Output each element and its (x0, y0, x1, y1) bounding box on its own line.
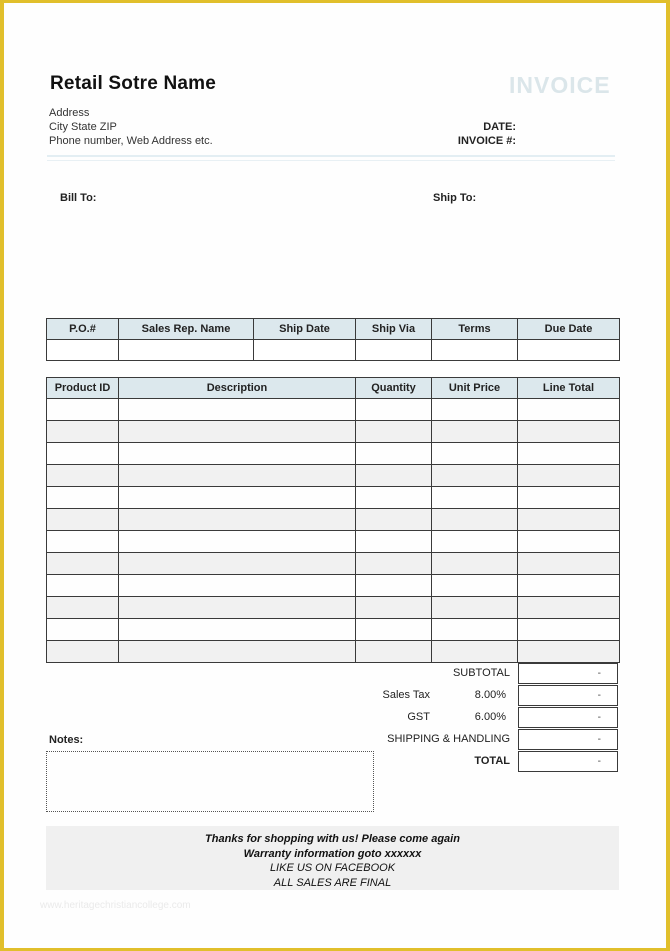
line-total-cell[interactable] (518, 443, 620, 465)
unit-price-cell[interactable] (432, 597, 518, 619)
line-items-table (46, 377, 620, 663)
sales-tax-value[interactable]: - (518, 685, 618, 706)
unit-price-cell[interactable] (432, 641, 518, 663)
product-id-cell[interactable] (47, 553, 119, 575)
unit-price-cell[interactable] (432, 575, 518, 597)
invoice-page (4, 3, 666, 948)
description-cell[interactable] (119, 399, 356, 421)
table-row (47, 553, 620, 575)
table-row (47, 597, 620, 619)
line-total-cell[interactable] (518, 487, 620, 509)
ship-to-label: Ship To: (433, 192, 477, 204)
table-row (47, 465, 620, 487)
description-cell[interactable] (119, 421, 356, 443)
line-total-cell[interactable] (518, 399, 620, 421)
table-row (47, 399, 620, 421)
total-label: TOTAL (474, 755, 510, 767)
table-row (47, 421, 620, 443)
gst-rate[interactable]: 6.00% (474, 711, 506, 723)
line-total-cell[interactable] (518, 553, 620, 575)
unit-price-cell[interactable] (432, 509, 518, 531)
quantity-cell[interactable] (356, 399, 432, 421)
ship-via-cell[interactable] (356, 340, 432, 361)
table-row (47, 509, 620, 531)
date-label: DATE: (483, 121, 516, 133)
ship-date-header: Ship Date (254, 319, 356, 340)
quantity-cell[interactable] (356, 421, 432, 443)
description-cell[interactable] (119, 553, 356, 575)
quantity-cell[interactable] (356, 487, 432, 509)
description-cell[interactable] (119, 509, 356, 531)
subtotal-value[interactable]: - (518, 663, 618, 684)
ship-date-cell[interactable] (254, 340, 356, 361)
product-id-cell[interactable] (47, 531, 119, 553)
unit-price-cell[interactable] (432, 399, 518, 421)
po-number-header: P.O.# (47, 319, 119, 340)
product-id-cell[interactable] (47, 641, 119, 663)
description-cell[interactable] (119, 641, 356, 663)
store-name: Retail Sotre Name (50, 73, 217, 94)
table-row (47, 575, 620, 597)
footer-warranty: Warranty information goto xxxxxx (243, 847, 422, 860)
table-row (47, 619, 620, 641)
total-value[interactable]: - (518, 751, 618, 772)
unit-price-cell[interactable] (432, 465, 518, 487)
product-id-cell[interactable] (47, 465, 119, 487)
due-date-cell[interactable] (518, 340, 620, 361)
product-id-cell[interactable] (47, 619, 119, 641)
po-number-cell[interactable] (47, 340, 119, 361)
city-state-zip: City State ZIP (49, 121, 117, 133)
product-id-cell[interactable] (47, 509, 119, 531)
table-row (47, 487, 620, 509)
line-total-cell[interactable] (518, 641, 620, 663)
quantity-cell[interactable] (356, 575, 432, 597)
address-line: Address (49, 107, 90, 119)
description-cell[interactable] (119, 465, 356, 487)
watermark: www.heritagechristiancollege.com (40, 900, 191, 911)
notes-label: Notes: (49, 734, 84, 746)
quantity-cell[interactable] (356, 509, 432, 531)
unit-price-header: Unit Price (432, 378, 518, 399)
description-header: Description (119, 378, 356, 399)
quantity-cell[interactable] (356, 597, 432, 619)
description-cell[interactable] (119, 487, 356, 509)
line-total-cell[interactable] (518, 597, 620, 619)
table-row (47, 443, 620, 465)
quantity-cell[interactable] (356, 619, 432, 641)
sales-tax-rate[interactable]: 8.00% (474, 689, 506, 701)
description-cell[interactable] (119, 443, 356, 465)
notes-field[interactable] (46, 751, 374, 812)
ship-via-header: Ship Via (356, 319, 432, 340)
product-id-cell[interactable] (47, 597, 119, 619)
unit-price-cell[interactable] (432, 619, 518, 641)
bill-to-label: Bill To: (60, 192, 97, 204)
line-total-cell[interactable] (518, 421, 620, 443)
quantity-cell[interactable] (356, 641, 432, 663)
footer-thanks: Thanks for shopping with us! Please come again (205, 833, 460, 845)
sales-rep-cell[interactable] (119, 340, 254, 361)
quantity-cell[interactable] (356, 443, 432, 465)
invoice-number-label: INVOICE #: (457, 135, 516, 147)
table-row (47, 641, 620, 663)
description-cell[interactable] (119, 531, 356, 553)
order-info-table (46, 318, 620, 361)
header-divider (47, 155, 615, 157)
unit-price-cell[interactable] (432, 531, 518, 553)
table-row (47, 531, 620, 553)
quantity-header: Quantity (356, 378, 432, 399)
line-total-cell[interactable] (518, 531, 620, 553)
unit-price-cell[interactable] (432, 443, 518, 465)
product-id-cell[interactable] (47, 421, 119, 443)
terms-header: Terms (432, 319, 518, 340)
due-date-header: Due Date (518, 319, 620, 340)
shipping-handling-value[interactable]: - (518, 729, 618, 750)
sales-tax-label: Sales Tax (382, 689, 430, 701)
gst-label: GST (407, 711, 430, 723)
quantity-cell[interactable] (356, 465, 432, 487)
description-cell[interactable] (119, 575, 356, 597)
product-id-cell[interactable] (47, 487, 119, 509)
line-total-header: Line Total (518, 378, 620, 399)
line-total-cell[interactable] (518, 619, 620, 641)
line-total-cell[interactable] (518, 575, 620, 597)
product-id-cell[interactable] (47, 399, 119, 421)
unit-price-cell[interactable] (432, 487, 518, 509)
unit-price-cell[interactable] (432, 553, 518, 575)
quantity-cell[interactable] (356, 531, 432, 553)
header-divider-2 (47, 160, 615, 161)
product-id-header: Product ID (47, 378, 119, 399)
product-id-cell[interactable] (47, 575, 119, 597)
footer-sales-final: ALL SALES ARE FINAL (273, 876, 392, 889)
product-id-cell[interactable] (47, 443, 119, 465)
description-cell[interactable] (119, 619, 356, 641)
footer-message-box (46, 826, 619, 890)
footer-facebook: LIKE US ON FACEBOOK (269, 862, 396, 874)
gst-value[interactable]: - (518, 707, 618, 728)
phone-web: Phone number, Web Address etc. (49, 135, 213, 147)
subtotal-label: SUBTOTAL (452, 667, 510, 679)
quantity-cell[interactable] (356, 553, 432, 575)
shipping-handling-label: SHIPPING & HANDLING (387, 733, 510, 745)
line-total-cell[interactable] (518, 465, 620, 487)
sales-rep-header: Sales Rep. Name (119, 319, 254, 340)
description-cell[interactable] (119, 597, 356, 619)
unit-price-cell[interactable] (432, 421, 518, 443)
terms-cell[interactable] (432, 340, 518, 361)
line-total-cell[interactable] (518, 509, 620, 531)
invoice-title: INVOICE (509, 72, 611, 98)
